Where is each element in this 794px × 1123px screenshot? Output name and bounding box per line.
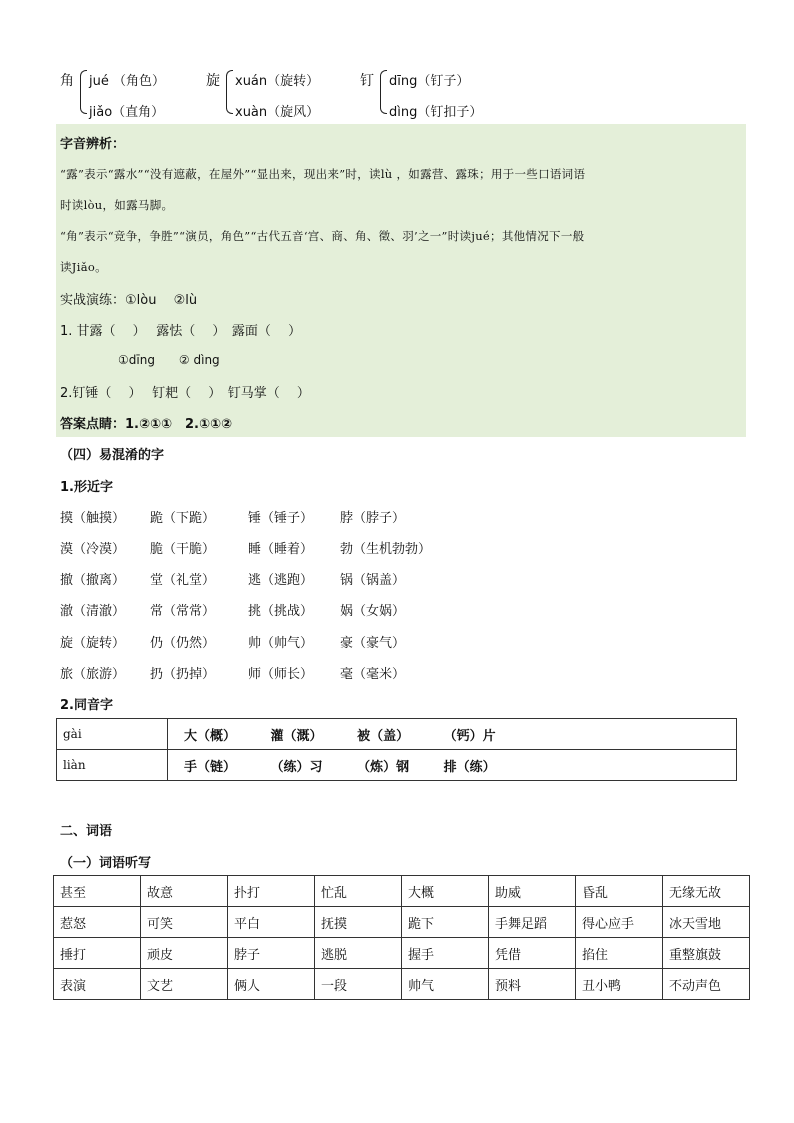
vocab-cell: 帅气: [402, 969, 489, 1000]
vocab-cell: 脖子: [228, 938, 315, 969]
similar-char: 仍（仍然）: [150, 636, 216, 651]
vocab-cell: 助威: [489, 876, 576, 907]
vocab-cell: 昏乱: [576, 876, 663, 907]
similar-char: 脖（脖子）: [340, 511, 406, 526]
subsection-heading: 2.同音字: [60, 698, 113, 713]
brace: [226, 70, 233, 114]
analysis-line: 读Jiǎo。: [60, 260, 107, 274]
brace: [380, 70, 387, 114]
table-row: [54, 938, 750, 969]
practice-options: ①dīng ② dìng: [118, 353, 220, 367]
similar-char: 常（常常）: [150, 604, 216, 619]
vocab-cell: 文艺: [141, 969, 228, 1000]
vocab-cell: 表演: [54, 969, 141, 1000]
poly-reading: xuán（旋转）: [235, 74, 320, 89]
table-row: [54, 969, 750, 1000]
vocabulary-table: [53, 875, 750, 1000]
homophone-words-cell: [168, 750, 737, 781]
vocab-cell: 丑小鸭: [576, 969, 663, 1000]
brace: [80, 70, 87, 114]
vocab-cell: 故意: [141, 876, 228, 907]
vocab-cell: 重整旗鼓: [663, 938, 750, 969]
homophone-word: （练）习: [270, 759, 323, 775]
vocab-cell: 一段: [315, 969, 402, 1000]
homophone-word: 排（练）: [443, 759, 496, 775]
homophone-words-cell: [168, 719, 737, 750]
table-row: [57, 719, 737, 750]
vocab-cell: 手舞足蹈: [489, 907, 576, 938]
practice-label: 实战演练：①lòu ②lù: [60, 293, 198, 308]
similar-char: 睡（睡着）: [248, 542, 314, 557]
homophone-word: 手（链）: [184, 759, 237, 775]
vocab-cell: 无缘无故: [663, 876, 750, 907]
analysis-line: “角”表示“竞争，争胜”“演员，角色”“古代五音‘宫、商、角、徵、羽’之一”时读jué；其他情况下一般: [60, 229, 585, 243]
vocab-cell: 可笑: [141, 907, 228, 938]
similar-char: 师（师长）: [248, 667, 314, 682]
similar-char: 旅（旅游）: [60, 667, 126, 682]
similar-char: 摸（触摸）: [60, 511, 126, 526]
similar-char: 漠（冷漠）: [60, 542, 126, 557]
similar-char: 脆（干脆）: [150, 542, 216, 557]
similar-char: 锤（锤子）: [248, 511, 314, 526]
homophone-word: 大（概）: [184, 728, 237, 744]
poly-reading: jiǎo（直角）: [89, 105, 165, 120]
vocab-cell: 跪下: [402, 907, 489, 938]
homophone-word: 被（盖）: [357, 728, 410, 744]
vocab-cell: 捶打: [54, 938, 141, 969]
poly-char: 角: [60, 73, 74, 89]
practice-question-2: 2.钉锤（ ） 钉耙（ ） 钉马掌（ ）: [60, 386, 310, 401]
vocab-cell: 抚摸: [315, 907, 402, 938]
homophone-word: 灌（溉）: [270, 728, 323, 744]
similar-char: 娲（女娲）: [340, 604, 406, 619]
analysis-line: 时读lòu，如露马脚。: [60, 198, 174, 212]
vocab-cell: 忙乱: [315, 876, 402, 907]
vocab-cell: 平白: [228, 907, 315, 938]
similar-char: 逃（逃跑）: [248, 573, 314, 588]
similar-char: 帅（帅气）: [248, 636, 314, 651]
similar-char: 撤（撤离）: [60, 573, 126, 588]
vocab-cell: 预料: [489, 969, 576, 1000]
similar-char: 澈（清澈）: [60, 604, 126, 619]
homophone-word: （炼）钢: [357, 759, 410, 775]
practice-question-1: 1. 甘露（ ） 露怯（ ） 露面（ ）: [60, 324, 302, 339]
poly-char: 旋: [206, 73, 220, 89]
vocab-cell: 得心应手: [576, 907, 663, 938]
analysis-heading: 字音辨析：: [60, 137, 126, 152]
subsection-heading: 1.形近字: [60, 480, 113, 495]
analysis-line: “露”表示“露水”“没有遮蔽，在屋外”“显出来，现出来”时，读lù ，如露营、露珠；用于一些口语词语: [60, 167, 586, 181]
poly-char: 钉: [360, 73, 374, 89]
poly-reading: dìng（钉扣子）: [389, 105, 483, 120]
vocab-cell: 甚至: [54, 876, 141, 907]
vocab-cell: 凭借: [489, 938, 576, 969]
similar-char: 旋（旋转）: [60, 636, 126, 651]
similar-char: 豪（豪气）: [340, 636, 406, 651]
table-row: [54, 907, 750, 938]
similar-char: 挑（挑战）: [248, 604, 314, 619]
poly-reading: dīng（钉子）: [389, 74, 470, 89]
table-row: [57, 750, 737, 781]
section-heading: 二、词语: [60, 824, 113, 839]
vocab-cell: 扑打: [228, 876, 315, 907]
vocab-cell: 逃脱: [315, 938, 402, 969]
answer-key: 答案点睛：1.②①① 2.①①②: [60, 417, 233, 432]
homophone-word: （钙）片: [443, 728, 496, 744]
similar-char: 堂（礼堂）: [150, 573, 216, 588]
table-row: [54, 876, 750, 907]
similar-char: 勃（生机勃勃）: [340, 542, 432, 557]
section-heading: （四）易混淆的字: [60, 448, 165, 463]
homophone-table: [56, 718, 737, 781]
poly-reading: xuàn（旋风）: [235, 105, 320, 120]
vocab-cell: 不动声色: [663, 969, 750, 1000]
vocab-cell: 惹怒: [54, 907, 141, 938]
similar-char: 跪（下跪）: [150, 511, 216, 526]
vocab-cell: 大概: [402, 876, 489, 907]
vocab-cell: 握手: [402, 938, 489, 969]
similar-char: 毫（毫米）: [340, 667, 406, 682]
vocab-cell: 俩人: [228, 969, 315, 1000]
subsection-heading: （一）词语听写: [60, 856, 152, 871]
pinyin-cell: gài: [57, 719, 168, 750]
similar-char: 锅（锅盖）: [340, 573, 406, 588]
similar-char: 扔（扔掉）: [150, 667, 216, 682]
poly-reading: jué （角色）: [89, 74, 165, 89]
vocab-cell: 冰天雪地: [663, 907, 750, 938]
vocab-cell: 掐住: [576, 938, 663, 969]
vocab-cell: 顽皮: [141, 938, 228, 969]
pinyin-cell: liàn: [57, 750, 168, 781]
